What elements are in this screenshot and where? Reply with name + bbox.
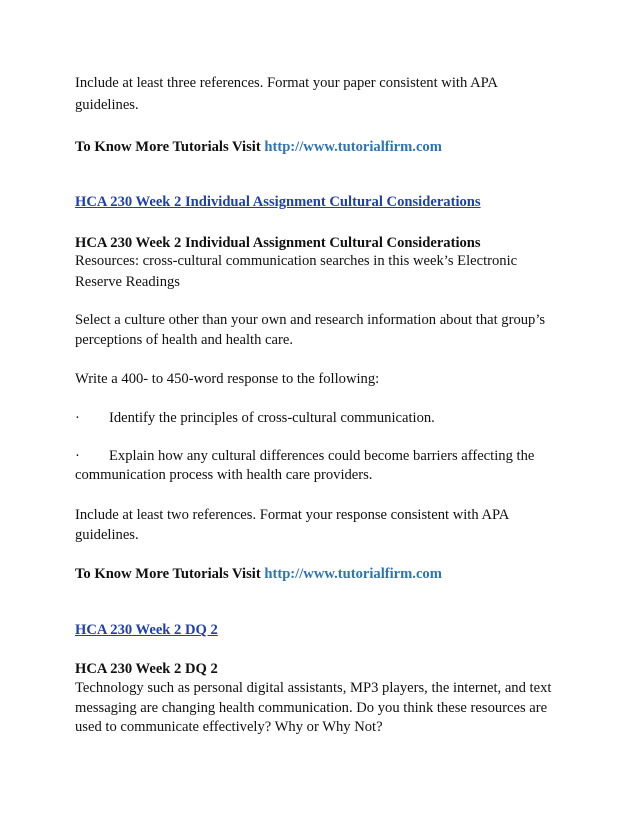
paragraph-references-line: guidelines. [75, 97, 139, 113]
dq-heading: HCA 230 Week 2 DQ 2 [75, 661, 218, 677]
select-culture-line: Select a culture other than your own and research information about that group’s [75, 312, 546, 328]
select-culture-line: perceptions of health and health care. [75, 332, 293, 348]
section-title-link[interactable] [75, 621, 218, 639]
promo-line [75, 138, 442, 156]
resources-line: Resources: cross-cultural communication searches in this week’s Electronic [75, 253, 518, 269]
promo-url-link[interactable]: http://www.tutorialfirm.com [264, 139, 442, 155]
bullet-item [75, 447, 534, 465]
assignment-title-link[interactable]: HCA 230 Week 2 Individual Assignment Cultural Considerations [75, 194, 481, 210]
section-title-link[interactable] [75, 193, 481, 211]
promo-label: To Know More Tutorials Visit [75, 566, 261, 582]
promo-url-link[interactable]: http://www.tutorialfirm.com [264, 566, 442, 582]
bullet-item [75, 409, 435, 427]
promo-label: To Know More Tutorials Visit [75, 139, 261, 155]
promo-line [75, 565, 442, 583]
bullet-continuation: communication process with health care providers. [75, 467, 373, 483]
bullet-text: Identify the principles of cross-cultural communication. [109, 410, 435, 426]
bullet-text: Explain how any cultural differences could become barriers affecting the [109, 448, 535, 464]
bullet-icon: · [75, 448, 80, 464]
bullet-icon: · [75, 410, 80, 426]
dq-body-line: used to communicate effectively? Why or Why Not? [75, 719, 383, 735]
include-references-line: Include at least two references. Format your response consistent with APA [75, 507, 510, 523]
paragraph-references-line: Include at least three references. Format your paper consistent with APA [75, 75, 498, 91]
dq-body-line: messaging are changing health communication. Do you think these resources are [75, 700, 548, 716]
write-instruction: Write a 400- to 450-word response to the following: [75, 371, 380, 387]
dq-title-link[interactable]: HCA 230 Week 2 DQ 2 [75, 622, 218, 638]
include-references-line: guidelines. [75, 527, 139, 543]
assignment-heading: HCA 230 Week 2 Individual Assignment Cultural Considerations [75, 235, 481, 251]
resources-line: Reserve Readings [75, 274, 180, 290]
dq-body-line: Technology such as personal digital assistants, MP3 players, the internet, and text [75, 680, 552, 696]
